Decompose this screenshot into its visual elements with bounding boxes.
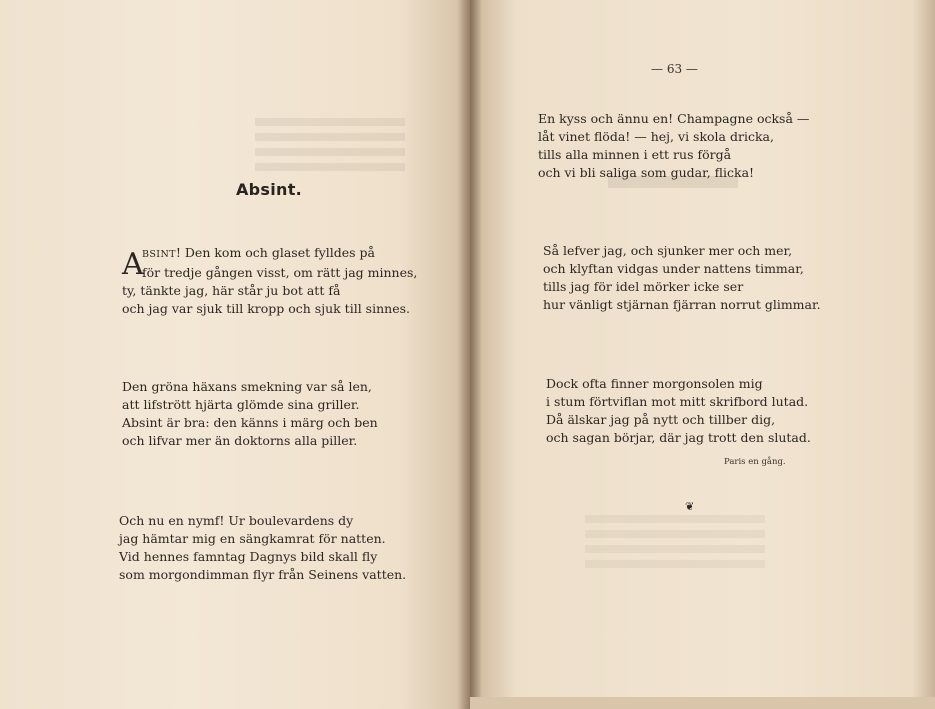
stanza-line: Vid hennes famntag Dagnys bild skall fly <box>119 549 378 564</box>
stanza-line: Så lefver jag, och sjunker mer och mer, <box>543 243 793 258</box>
stanza-line: att lifstrött hjärta glömde sina griller. <box>122 397 360 412</box>
stanza-line: jag hämtar mig en sängkamrat för natten. <box>119 531 386 546</box>
stanza-line: i stum förtviflan mot mitt skrifbord lutad. <box>546 394 809 409</box>
gutter-shadow <box>458 0 482 709</box>
stanza-right-1 <box>538 110 809 182</box>
stanza-line: Absint är bra: den känns i märg och ben <box>122 415 378 430</box>
page-number: — 63 — <box>651 62 698 76</box>
stanza-line: och sagan börjar, där jag trott den slutad. <box>546 430 811 445</box>
bleed-through-block-right <box>585 515 765 575</box>
stanza-right-2 <box>543 242 821 314</box>
stanza-line: Och nu en nymf! Ur boulevardens dy <box>119 513 354 528</box>
stanza-line: BSINT! Den kom och glaset fylldes på <box>142 245 376 260</box>
stanza-line: för tredje gången visst, om rätt jag minnes, <box>142 265 418 280</box>
stanza-line: tills alla minnen i ett rus förgå <box>538 147 732 162</box>
drop-cap: A <box>122 247 144 282</box>
stanza-line: En kyss och ännu en! Champagne också — <box>538 111 810 126</box>
stanza-left-2 <box>122 378 378 450</box>
stanza-line: och jag var sjuk till kropp och sjuk till sinnes. <box>122 301 410 316</box>
stanza-line: tills jag för idel mörker icke ser <box>543 279 744 294</box>
stanza-right-3 <box>546 375 811 447</box>
ornament-icon: ❦ <box>685 500 695 513</box>
stanza-line: som morgondimman flyr från Seinens vatten. <box>119 567 407 582</box>
stanza-line: Den gröna häxans smekning var så len, <box>122 379 372 394</box>
stanza-line: hur vänligt stjärnan fjärran norrut glimmar. <box>543 297 821 312</box>
stanza-line: låt vinet flöda! — hej, vi skola dricka, <box>538 129 774 144</box>
poem-title: Absint. <box>236 180 303 199</box>
bleed-through-block-left <box>255 118 405 178</box>
right-page <box>470 0 935 709</box>
stanza-line: och lifvar mer än doktorns alla piller. <box>122 433 358 448</box>
stanza-left-3 <box>119 512 406 584</box>
stanza-line: Dock ofta finner morgonsolen mig <box>546 376 763 391</box>
stanza-line: och vi bli saliga som gudar, flicka! <box>538 165 755 180</box>
stanza-line: ty, tänkte jag, här står ju bot att få <box>122 283 341 298</box>
page-edge <box>470 697 935 709</box>
stanza-line: och klyftan vidgas under nattens timmar, <box>543 261 804 276</box>
stanza-line: Då älskar jag på nytt och tillber dig, <box>546 412 776 427</box>
signature-place: Paris en gång. <box>724 457 786 467</box>
